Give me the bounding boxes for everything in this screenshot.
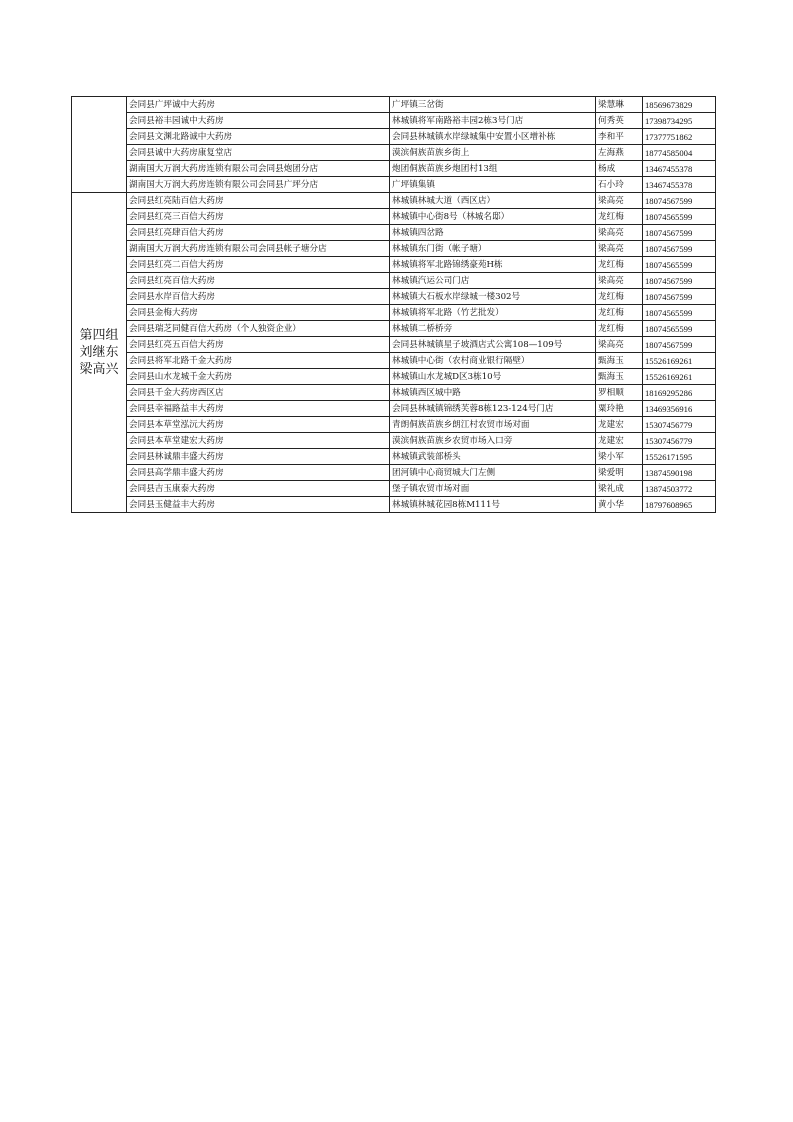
contact-person-cell: 梁小军 — [596, 449, 643, 465]
contact-person-cell: 粟玲艳 — [596, 401, 643, 417]
phone-cell: 18797608965 — [643, 497, 716, 513]
pharmacy-name-cell: 会同县诚中大药房康复堂店 — [127, 145, 390, 161]
table-row — [72, 305, 716, 321]
contact-person-cell: 甄海玉 — [596, 369, 643, 385]
address-cell: 青朗侗族苗族乡朗江村农贸市场对面 — [390, 417, 596, 433]
address-cell: 林城镇四岔路 — [390, 225, 596, 241]
table-row — [72, 417, 716, 433]
pharmacy-name-cell: 会同县将军北路千金大药房 — [127, 353, 390, 369]
pharmacy-name-cell: 会同县本草堂泓沅大药房 — [127, 417, 390, 433]
table-row — [72, 273, 716, 289]
address-cell: 广坪镇三岔街 — [390, 97, 596, 113]
phone-cell: 13467455378 — [643, 161, 716, 177]
table-row — [72, 113, 716, 129]
contact-person-cell: 石小玲 — [596, 177, 643, 193]
table-row — [72, 401, 716, 417]
contact-person-cell: 李和平 — [596, 129, 643, 145]
group-label-line: 刘继东 — [79, 345, 119, 360]
pharmacy-name-cell: 会同县红亮陆百信大药房 — [127, 193, 390, 209]
contact-person-cell: 梁礼成 — [596, 481, 643, 497]
table-row — [72, 257, 716, 273]
address-cell: 林城镇大石板水岸绿城一楼302号 — [390, 289, 596, 305]
phone-cell: 18074565599 — [643, 321, 716, 337]
pharmacy-name-cell: 湖南国大万润大药房连锁有限公司会同县帐子塘分店 — [127, 241, 390, 257]
table-row — [72, 353, 716, 369]
table-row — [72, 497, 716, 513]
address-cell: 林城镇东门街（帐子塘） — [390, 241, 596, 257]
table-row — [72, 337, 716, 353]
pharmacy-name-cell: 会同县玉健益丰大药房 — [127, 497, 390, 513]
address-cell: 广坪镇集镇 — [390, 177, 596, 193]
table-row — [72, 369, 716, 385]
table-row — [72, 449, 716, 465]
phone-cell: 18074567599 — [643, 241, 716, 257]
phone-cell: 15526169261 — [643, 353, 716, 369]
phone-cell: 13874590198 — [643, 465, 716, 481]
contact-person-cell: 梁慧琳 — [596, 97, 643, 113]
address-cell: 漠滨侗族苗族乡街上 — [390, 145, 596, 161]
contact-person-cell: 龙红梅 — [596, 257, 643, 273]
contact-person-cell: 梁高亮 — [596, 225, 643, 241]
table-row — [72, 289, 716, 305]
address-cell: 林城镇将军北路锦绣豪苑H栋 — [390, 257, 596, 273]
contact-person-cell: 杨成 — [596, 161, 643, 177]
address-cell: 漠滨侗族苗族乡农贸市场入口旁 — [390, 433, 596, 449]
table-row — [72, 161, 716, 177]
table-row — [72, 241, 716, 257]
phone-cell: 13874503772 — [643, 481, 716, 497]
address-cell: 炮团侗族苗族乡炮团村13组 — [390, 161, 596, 177]
pharmacy-name-cell: 湖南国大万润大药房连锁有限公司会同县广坪分店 — [127, 177, 390, 193]
contact-person-cell: 龙红梅 — [596, 321, 643, 337]
phone-cell: 18074567599 — [643, 225, 716, 241]
contact-person-cell: 梁高亮 — [596, 337, 643, 353]
table-row — [72, 209, 716, 225]
table-row — [72, 129, 716, 145]
phone-cell: 18074565599 — [643, 305, 716, 321]
table-body — [72, 97, 716, 513]
table-row — [72, 321, 716, 337]
address-cell: 会同县林城镇星子坡酒店式公寓108—109号 — [390, 337, 596, 353]
table-row — [72, 481, 716, 497]
address-cell: 林城镇中心街（农村商业银行隔壁） — [390, 353, 596, 369]
phone-cell: 17377751862 — [643, 129, 716, 145]
contact-person-cell: 龙红梅 — [596, 305, 643, 321]
table-row — [72, 433, 716, 449]
pharmacy-name-cell: 会同县金梅大药房 — [127, 305, 390, 321]
address-cell: 林城镇二桥桥旁 — [390, 321, 596, 337]
phone-cell: 13467455378 — [643, 177, 716, 193]
table-row — [72, 177, 716, 193]
address-cell: 林城镇山水龙城D区3栋10号 — [390, 369, 596, 385]
phone-cell: 15526171595 — [643, 449, 716, 465]
address-cell: 林城镇西区城中路 — [390, 385, 596, 401]
phone-cell: 18569673829 — [643, 97, 716, 113]
table-row — [72, 193, 716, 209]
table-row — [72, 465, 716, 481]
address-cell: 林城镇将军南路裕丰园2栋3号门店 — [390, 113, 596, 129]
phone-cell: 18074567599 — [643, 273, 716, 289]
pharmacy-name-cell: 会同县裕丰园诚中大药房 — [127, 113, 390, 129]
table-row — [72, 145, 716, 161]
phone-cell: 15526169261 — [643, 369, 716, 385]
contact-person-cell: 左海燕 — [596, 145, 643, 161]
phone-cell: 13469356916 — [643, 401, 716, 417]
pharmacy-name-cell: 会同县本草堂建宏大药房 — [127, 433, 390, 449]
contact-person-cell: 何秀英 — [596, 113, 643, 129]
address-cell: 会同县林城镇水岸绿城集中安置小区增补栋 — [390, 129, 596, 145]
table-row — [72, 97, 716, 113]
contact-person-cell: 甄海玉 — [596, 353, 643, 369]
table-row — [72, 385, 716, 401]
contact-person-cell: 梁爱明 — [596, 465, 643, 481]
phone-cell: 18169295286 — [643, 385, 716, 401]
address-cell: 林城镇林城大道（西区店） — [390, 193, 596, 209]
pharmacy-table — [71, 96, 716, 513]
pharmacy-name-cell: 会同县水岸百信大药房 — [127, 289, 390, 305]
phone-cell: 15307456779 — [643, 433, 716, 449]
pharmacy-name-cell: 会同县红亮肆百信大药房 — [127, 225, 390, 241]
contact-person-cell: 梁高亮 — [596, 241, 643, 257]
address-cell: 堡子镇农贸市场对面 — [390, 481, 596, 497]
pharmacy-name-cell: 会同县林诚鼎丰盛大药房 — [127, 449, 390, 465]
pharmacy-name-cell: 会同县吉玉康泰大药房 — [127, 481, 390, 497]
phone-cell: 18074565599 — [643, 257, 716, 273]
address-cell: 林城镇汽运公司门店 — [390, 273, 596, 289]
phone-cell: 18774585004 — [643, 145, 716, 161]
pharmacy-name-cell: 会同县山水龙城千金大药房 — [127, 369, 390, 385]
pharmacy-name-cell: 会同县文渊北路诚中大药房 — [127, 129, 390, 145]
pharmacy-name-cell: 湖南国大万润大药房连锁有限公司会同县炮团分店 — [127, 161, 390, 177]
group-cell — [72, 97, 127, 193]
phone-cell: 18074567599 — [643, 193, 716, 209]
address-cell: 林城镇林城花园8栋M111号 — [390, 497, 596, 513]
group-cell — [72, 193, 127, 513]
contact-person-cell: 罗相顺 — [596, 385, 643, 401]
pharmacy-name-cell: 会同县千金大药房西区店 — [127, 385, 390, 401]
contact-person-cell: 龙建宏 — [596, 417, 643, 433]
address-cell: 林城镇中心街8号（林城名邸） — [390, 209, 596, 225]
contact-person-cell: 龙建宏 — [596, 433, 643, 449]
pharmacy-name-cell: 会同县幸福路益丰大药房 — [127, 401, 390, 417]
address-cell: 会同县林城镇锦绣芙蓉8栋123-124号门店 — [390, 401, 596, 417]
group-label-line: 梁高兴 — [79, 362, 119, 377]
table-row — [72, 225, 716, 241]
phone-cell: 15307456779 — [643, 417, 716, 433]
pharmacy-name-cell: 会同县高学鼎丰盛大药房 — [127, 465, 390, 481]
group-label-line: 第四组 — [79, 328, 119, 343]
contact-person-cell: 龙红梅 — [596, 289, 643, 305]
contact-person-cell: 黄小华 — [596, 497, 643, 513]
pharmacy-name-cell: 会同县红亮二百信大药房 — [127, 257, 390, 273]
address-cell: 林城镇将军北路（竹艺批发） — [390, 305, 596, 321]
phone-cell: 18074567599 — [643, 337, 716, 353]
pharmacy-name-cell: 会同县红亮百信大药房 — [127, 273, 390, 289]
pharmacy-name-cell: 会同县红亮三百信大药房 — [127, 209, 390, 225]
address-cell: 团河镇中心商贸城大门左侧 — [390, 465, 596, 481]
pharmacy-name-cell: 会同县红亮五百信大药房 — [127, 337, 390, 353]
contact-person-cell: 梁高亮 — [596, 193, 643, 209]
contact-person-cell: 梁高亮 — [596, 273, 643, 289]
address-cell: 林城镇武装部桥头 — [390, 449, 596, 465]
pharmacy-name-cell: 会同县广坪诚中大药房 — [127, 97, 390, 113]
contact-person-cell: 龙红梅 — [596, 209, 643, 225]
pharmacy-name-cell: 会同县瑞芝同健百信大药房（个人独资企业） — [127, 321, 390, 337]
phone-cell: 18074565599 — [643, 209, 716, 225]
phone-cell: 18074567599 — [643, 289, 716, 305]
phone-cell: 17398734295 — [643, 113, 716, 129]
